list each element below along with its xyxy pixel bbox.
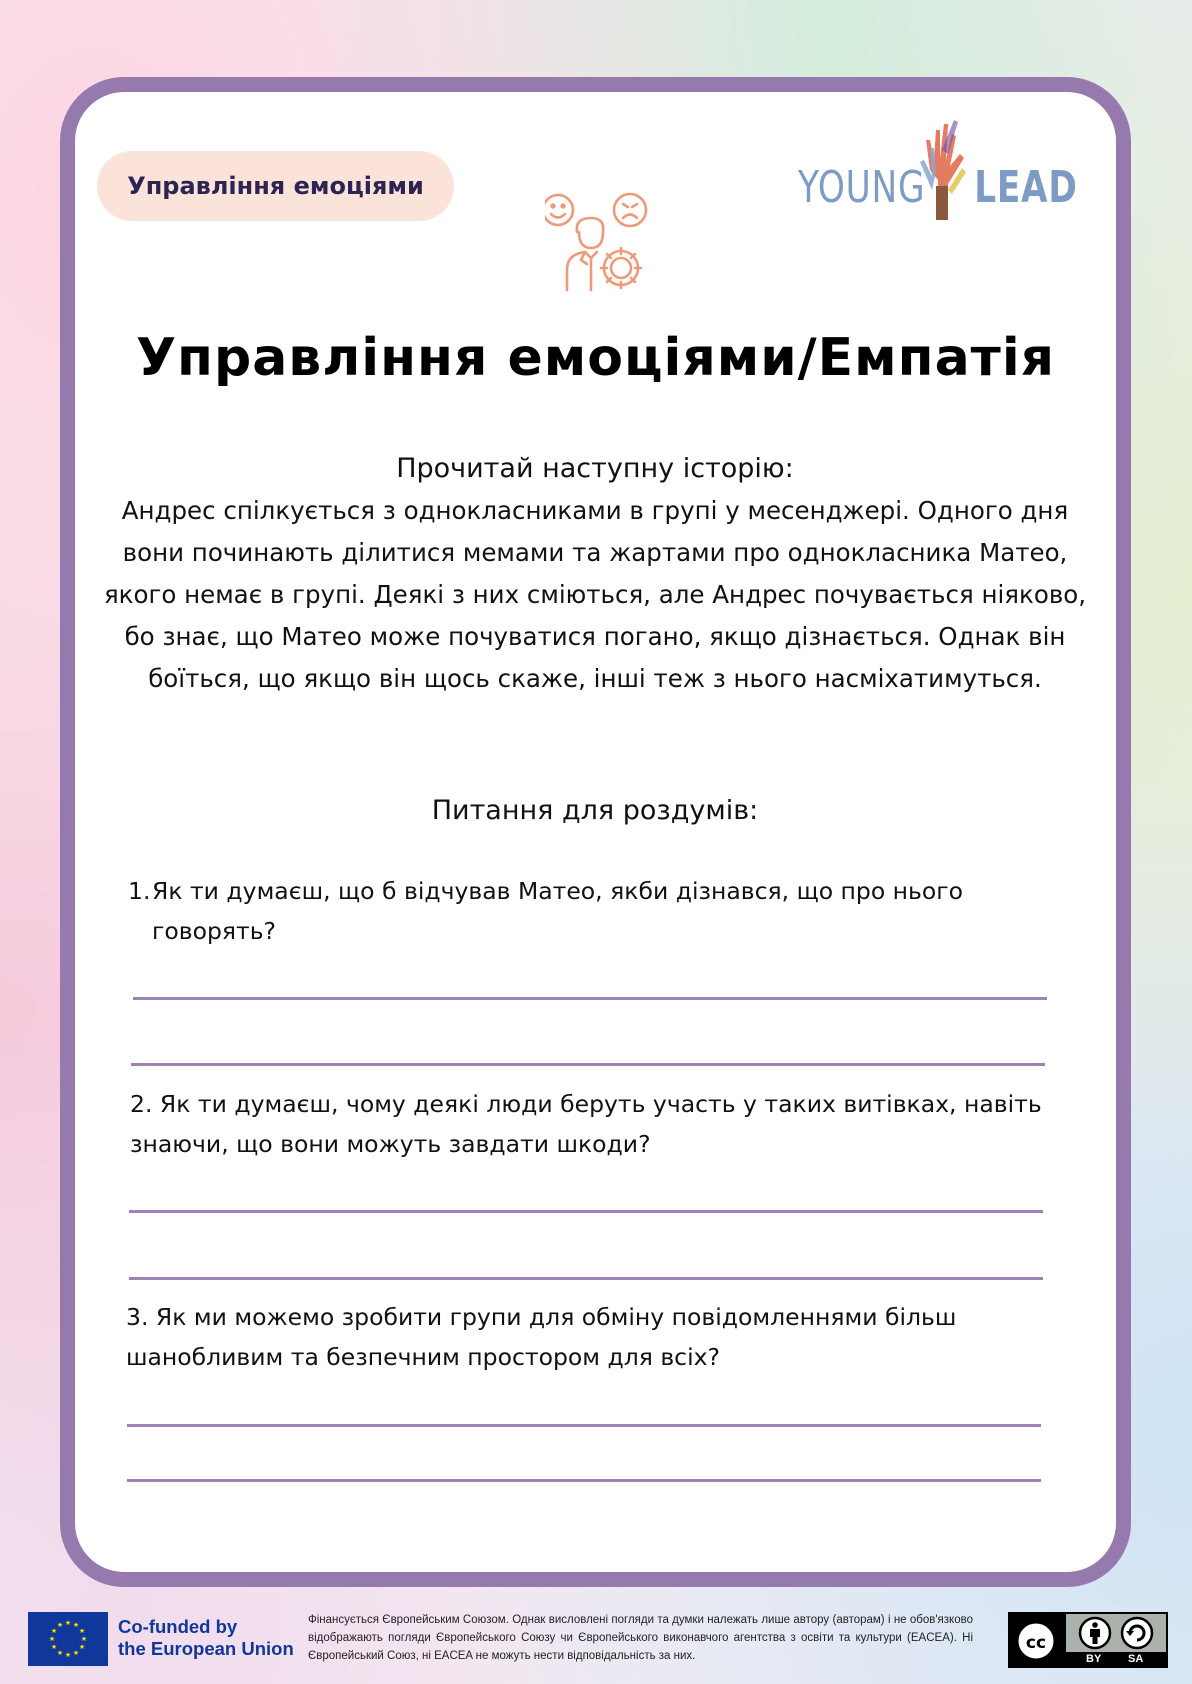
svg-text:★: ★ <box>64 1651 72 1659</box>
eu-cofunded-label <box>118 1616 294 1660</box>
svg-text:★: ★ <box>78 1627 86 1635</box>
young-lead-logo <box>798 110 1078 220</box>
answer-line[interactable] <box>131 1063 1045 1066</box>
share-alike-icon <box>1120 1616 1154 1650</box>
question-3: 3. Як ми можемо зробити групи для обміну повідомленнями більш шанобливим та безпечним простором для всіх? <box>126 1303 957 1371</box>
svg-text:★: ★ <box>56 1649 64 1657</box>
topic-tag: Управління емоціями <box>97 151 454 221</box>
svg-text:★: ★ <box>80 1635 88 1643</box>
svg-text:★: ★ <box>48 1635 56 1643</box>
answer-line[interactable] <box>127 1424 1041 1427</box>
question-number: 1. <box>128 877 151 905</box>
page-title: Управління емоціями/Емпатія <box>135 328 1056 388</box>
emotions-person-icon <box>545 188 655 292</box>
eu-label-line-1: Co-funded by <box>118 1616 238 1637</box>
funding-disclaimer: Фінансується Європейським Союзом. Однак висловлені погляди та думки належать лише автору (авторам) і не обов'язково відображають погляди Європейського Союзу чи Європейського виконавчого агентства з освіти та культури (EACEA). Ні Європейський Союз, ні EACEA не можуть нести відповідальність за них. <box>308 1614 973 1662</box>
license-by-label: BY <box>1086 1653 1102 1665</box>
svg-text:cc: cc <box>1025 1633 1047 1653</box>
answer-line[interactable] <box>127 1479 1041 1482</box>
svg-text:★: ★ <box>72 1621 80 1629</box>
license-sa-label: SA <box>1128 1653 1144 1665</box>
license-labels <box>1066 1652 1166 1666</box>
reflection-heading: Питання для роздумів: <box>431 795 759 826</box>
answer-line[interactable] <box>133 997 1047 1000</box>
svg-text:★: ★ <box>78 1643 86 1651</box>
question-text: Як ти думаєш, що б відчував Матео, якби дізнався, що про нього говорять? <box>152 877 964 945</box>
cc-icon <box>1014 1619 1058 1663</box>
answer-line[interactable] <box>129 1210 1043 1213</box>
logo-word-young: YOUNG <box>798 162 926 213</box>
question-2: 2. Як ти думаєш, чому деякі люди беруть участь у таких витівках, навіть знаючи, що вони можуть завдати шкоди? <box>130 1090 1042 1158</box>
story-text: Андрес спілкується з однокласниками в групі у месенджері. Одного дня вони починають ділитися мемами та жартами про однокласника Матео, якого немає в групі. Деякі з них сміються, але Андрес почувається ніяково, бо знає, що Матео може почуватися погано, якщо дізнається. Однак він боїться, що якщо він щось скаже, інші теж з нього насміхатимуться. <box>103 496 1087 693</box>
story-intro: Прочитай наступну історію: <box>396 453 794 484</box>
answer-line[interactable] <box>129 1277 1043 1280</box>
attribution-icon <box>1078 1616 1112 1650</box>
question-1 <box>128 871 1028 951</box>
svg-text:★: ★ <box>50 1643 58 1651</box>
svg-text:★: ★ <box>50 1627 58 1635</box>
svg-text:★: ★ <box>56 1621 64 1629</box>
logo-word-lead: LEAD <box>974 162 1078 213</box>
svg-text:★: ★ <box>64 1619 72 1627</box>
eu-label-line-2: the European Union <box>118 1638 294 1659</box>
eu-flag-icon <box>28 1612 108 1666</box>
svg-text:★: ★ <box>72 1649 80 1657</box>
cc-license-badge <box>1008 1612 1168 1668</box>
